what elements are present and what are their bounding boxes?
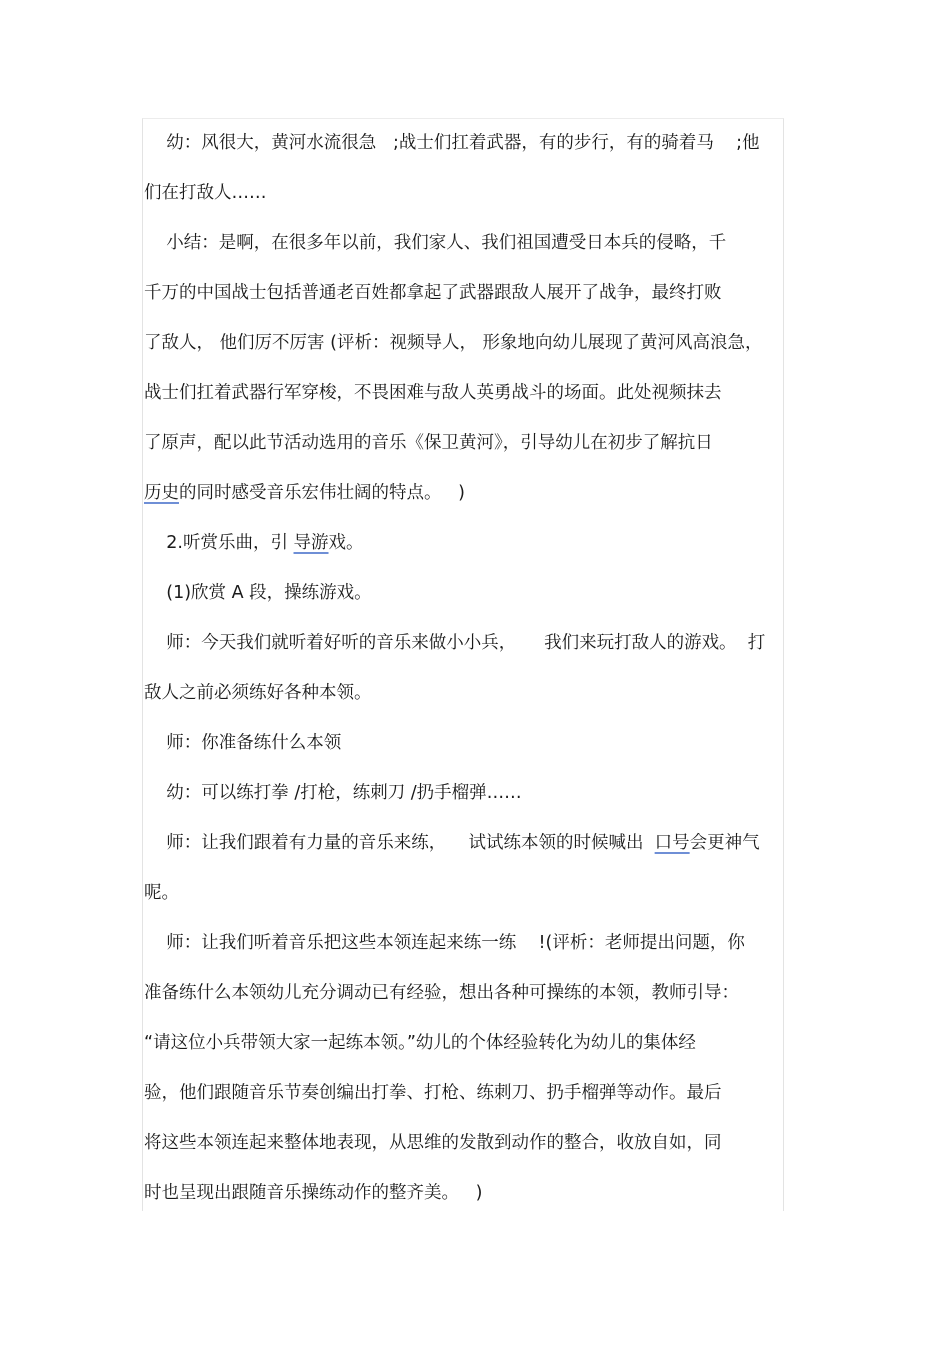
text-line-14: 幼：可以练打拳 /打枪，练刺刀 /扔手榴弹…… [144, 783, 522, 803]
text-line-16: 呢。 [144, 883, 179, 903]
text-line-4: 千万的中国战士包括普通老百姓都拿起了武器跟敌人展开了战争，最终打败 [144, 283, 722, 303]
underlined-term: 口号 [654, 833, 690, 853]
text-line-8: 历史的同时感受音乐宏伟壮阔的特点。 ) [144, 483, 466, 503]
subsection-heading-1: (1)欣赏 A 段，操练游戏。 [144, 583, 372, 603]
text-line-13: 师：你准备练什么本领 [144, 733, 342, 753]
text-line-11: 师：今天我们就听着好听的音乐来做小小兵， 我们来玩打敌人的游戏。 打 [144, 633, 766, 653]
text-line-12: 敌人之前必须练好各种本领。 [144, 683, 372, 703]
text-line-7: 了原声，配以此节活动选用的音乐《保卫黄河》，引导幼儿在初步了解抗日 [144, 433, 713, 453]
text-line-15: 师：让我们跟着有力量的音乐来练， 试试练本领的时候喊出 口号会更神气 [144, 833, 760, 853]
section-heading-2: 2.听赏乐曲，引 导游戏。 [144, 533, 364, 553]
text-line-5: 了敌人， 他们厉不厉害 (评析：视频导人， 形象地向幼儿展现了黄河风高浪急， [144, 333, 763, 353]
text-line-22: 时也呈现出跟随音乐操练动作的整齐美。 ) [144, 1183, 483, 1203]
text-line-20: 验，他们跟随音乐节奏创编出打拳、打枪、练刺刀、扔手榴弹等动作。最后 [144, 1083, 722, 1103]
text-line-17: 师：让我们听着音乐把这些本领连起来练一练 !(评析：老师提出问题，你 [144, 933, 745, 953]
text-line-1: 幼：风很大，黄河水流很急 ;战士们扛着武器，有的步行，有的骑着马 ;他 [144, 133, 760, 153]
underlined-term: 导游 [293, 533, 329, 553]
text-line-3: 小结：是啊，在很多年以前，我们家人、我们祖国遭受日本兵的侵略，千 [144, 233, 727, 253]
text-line-19: “请这位小兵带领大家一起练本领。”幼儿的个体经验转化为幼儿的集体经 [144, 1033, 696, 1053]
text-line-2: 们在打敌人…… [144, 183, 267, 203]
text-line-18: 准备练什么本领幼儿充分调动已有经验，想出各种可操练的本领，教师引导： [144, 983, 739, 1003]
text-line-6: 战士们扛着武器行军穿梭，不畏困难与敌人英勇战斗的场面。此处视频抹去 [144, 383, 722, 403]
text-line-21: 将这些本领连起来整体地表现，从思维的发散到动作的整合，收放自如，同 [144, 1133, 722, 1153]
underlined-term: 历史 [144, 483, 179, 503]
